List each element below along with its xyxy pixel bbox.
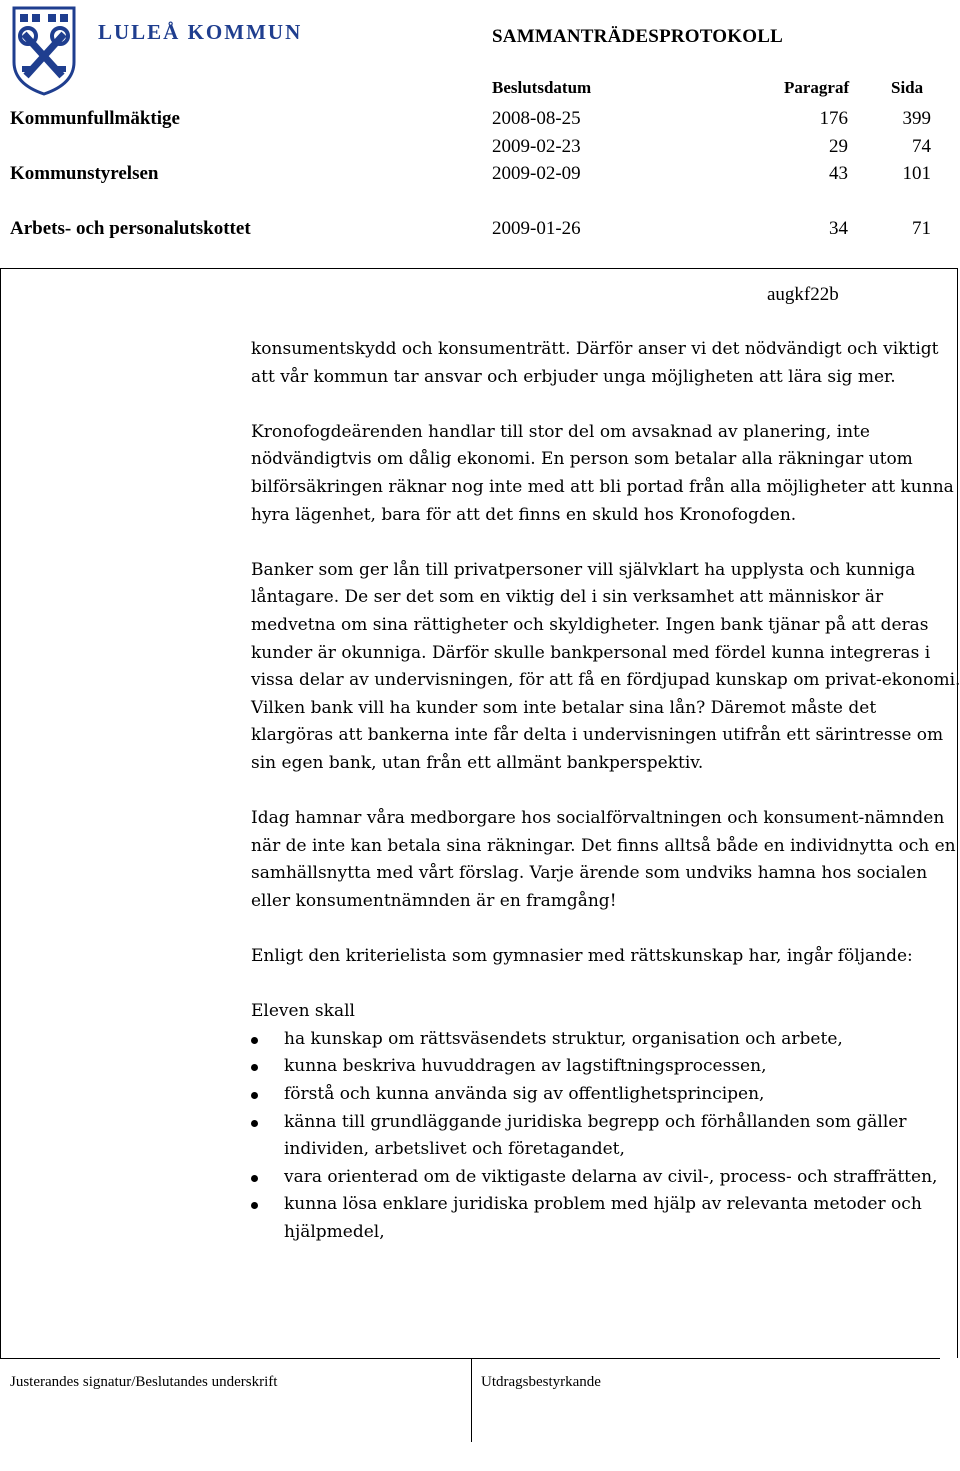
decision-date: 2009-02-09	[492, 163, 581, 184]
paragraph-number: 34	[829, 218, 848, 239]
page-number: 101	[902, 163, 931, 184]
signature-label: Justerandes signatur/Beslutandes underskrift	[10, 1374, 278, 1390]
decision-body: Arbets- och personalutskottet	[10, 218, 251, 239]
column-header-paragraph: Paragraf	[784, 78, 850, 97]
decision-date: 2009-01-26	[492, 218, 581, 239]
bullet-icon	[251, 1202, 258, 1209]
list-item	[251, 1191, 960, 1246]
body-text	[251, 336, 960, 1247]
footer-column-divider	[471, 1358, 472, 1442]
list-item-text: ha kunskap om rättsväsendets struktur, organisation och arbete,	[284, 1028, 843, 1049]
lulea-coat-of-arms-icon	[10, 4, 78, 96]
bullet-icon	[251, 1064, 258, 1071]
reference-code: augkf22b	[767, 284, 839, 305]
paragraph: konsumentskydd och konsumenträtt. Därför anser vi det nödvändigt och viktigt att vår kommun tar ansvar och erbjuder unga möjligheten att lära sig mer.	[251, 339, 939, 387]
decision-date: 2009-02-23	[492, 136, 581, 157]
list-intro: Eleven skall	[251, 1001, 355, 1022]
list-item	[251, 1053, 960, 1081]
column-header-date: Beslutsdatum	[492, 78, 592, 97]
list-item-text: vara orienterad om de viktigaste delarna av civil-, process- och straffrätten,	[284, 1166, 938, 1187]
criteria-list	[251, 1026, 960, 1247]
paragraph: Enligt den kriterielista som gymnasier med rättskunskap har, ingår följande:	[251, 946, 913, 967]
list-item-text: kunna beskriva huvuddragen av lagstiftningsprocessen,	[284, 1056, 767, 1077]
list-item-text: kunna lösa enklare juridiska problem med hjälp av relevanta metoder och hjälpmedel,	[284, 1194, 922, 1242]
page-number: 74	[912, 136, 931, 157]
bullet-icon	[251, 1037, 258, 1044]
paragraph: Idag hamnar våra medborgare hos socialförvaltningen och konsument-nämnden när de inte kan betala sina räkningar. Det finns alltså både en individnytta och en samhällsnytta med vårt förslag. Varje ärende som undviks hamna hos socialen eller konsumentnämnden är en framgång!	[251, 808, 956, 911]
paragraph: Banker som ger lån till privatpersoner vill självklart ha upplysta och kunniga låntagare. De ser det som en viktig del i sin verksamhet att människor är medvetna om sina rättigheter och skyldigheter. Ingen bank tjänar på att deras kunder är okunniga. Därför skulle bankpersonal med fördel kunna integreras i vissa delar av undervisningen, för att få en fördjupad kunskap om privat-ekonomi. Vilken bank vill ha kunder som inte betalar sina lån? Däremot måste det klargöras att bankerna inte får delta i undervisningen utifrån ett särintresse om sin egen bank, utan från ett allmänt bankperspektiv.	[251, 559, 960, 773]
document-title: SAMMANTRÄDESPROTOKOLL	[492, 26, 783, 47]
page-number: 71	[912, 218, 931, 239]
footer-divider	[0, 1358, 940, 1359]
decision-date: 2008-08-25	[492, 108, 581, 129]
page-number: 399	[902, 108, 931, 129]
bullet-icon	[251, 1120, 258, 1127]
paragraph-number: 176	[819, 108, 848, 129]
list-item	[251, 1081, 960, 1109]
decision-body: Kommunfullmäktige	[10, 108, 180, 129]
organization-name: LULEÅ KOMMUN	[98, 20, 303, 44]
decision-body: Kommunstyrelsen	[10, 163, 159, 184]
list-item-text: förstå och kunna använda sig av offentlighetsprincipen,	[284, 1084, 765, 1105]
bullet-icon	[251, 1092, 258, 1099]
list-item	[251, 1109, 960, 1164]
list-item-text: känna till grundläggande juridiska begrepp och förhållanden som gäller individen, arbetslivet och företagandet,	[284, 1111, 907, 1160]
paragraph: Kronofogdeärenden handlar till stor del om avsaknad av planering, inte nödvändigtvis om dålig ekonomi. En person som betalar alla räkningar utom bilförsäkringen räknar nog inte med att bli portad från alla möjligheter att kunna hyra lägenhet, bara för att det finns en skuld hos Kronofogden.	[251, 421, 954, 525]
certification-label: Utdragsbestyrkande	[481, 1374, 601, 1390]
column-header-page: Sida	[891, 78, 924, 97]
list-item	[251, 1026, 960, 1054]
paragraph-number: 29	[829, 136, 848, 157]
bullet-icon	[251, 1175, 258, 1182]
list-item	[251, 1164, 960, 1192]
paragraph-number: 43	[829, 163, 848, 184]
